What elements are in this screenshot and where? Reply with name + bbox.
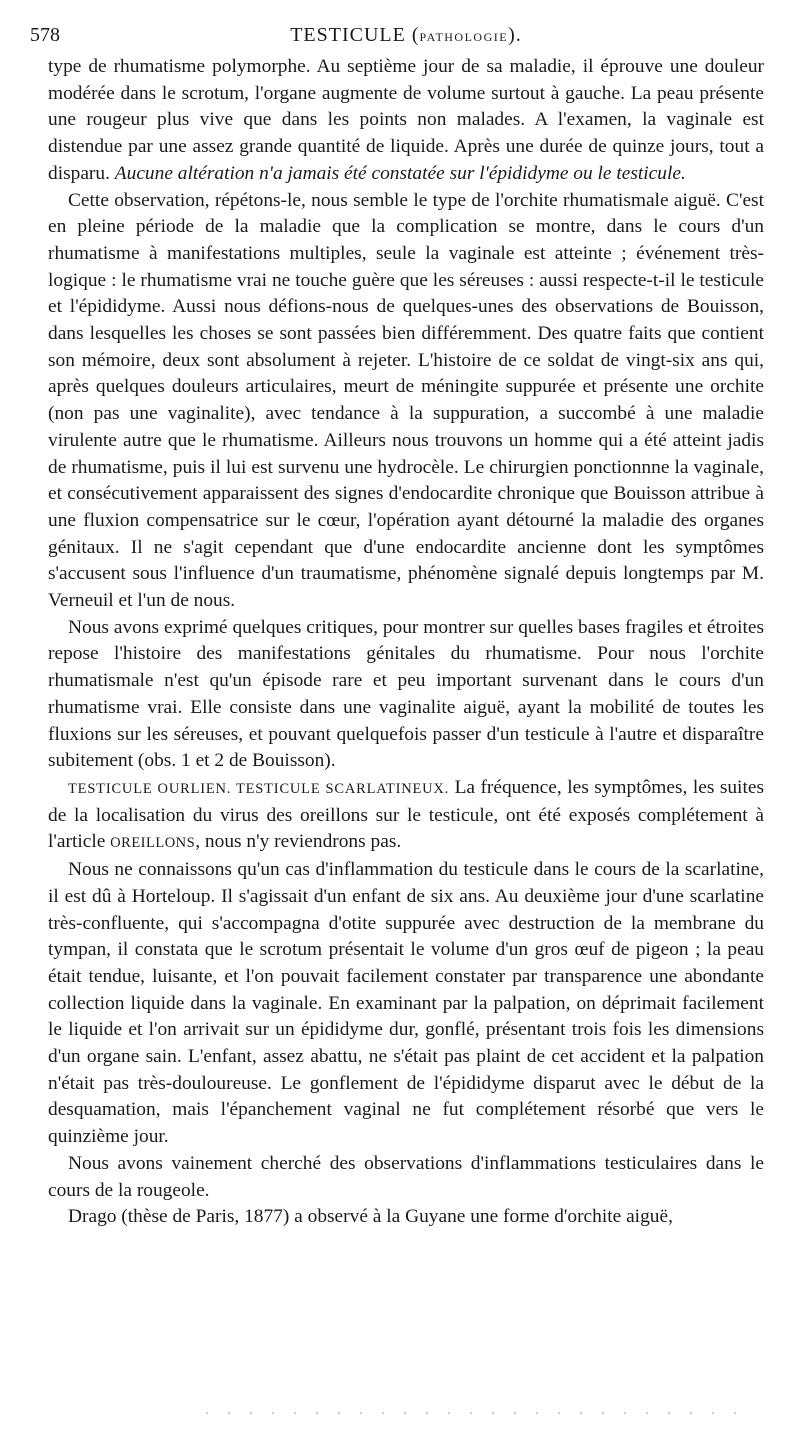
running-title-main: TESTICULE ( [290, 24, 420, 46]
running-header [30, 22, 764, 52]
paragraph-1-text: type de rhumatisme polymorphe. Au septième jour de sa maladie, il éprouve une douleur modérée dans le scrotum, l'organe augmente de volume surtout à gauche. La peau présente une rougeur plus vive que dans les points non malades. A l'examen, la vaginale est distendue par une assez grande quantité de liquide. Après une durée de quinze jours, tout a disparu. [48, 56, 764, 184]
page-number: 578 [30, 24, 60, 46]
page [30, 22, 764, 1231]
paragraph-3: Nous avons exprimé quelques critiques, pour montrer sur quelles bases fragiles et étroites repose l'histoire des manifestations génitales du rhumatisme. Pour nous l'orchite rhumatismale n'est qu'un épisode rare et peu important survenant dans le cours d'un rhumatisme vrai. Elle consiste dans une vaginalite aiguë, ayant la mobilité de toutes les fluxions sur les séreuses, et pouvant quelquefois passer d'un testicule à l'autre et disparaître subitement (obs. 1 et 2 de Bouisson). [48, 616, 764, 772]
running-title [48, 22, 764, 51]
cross-reference: OREILLONS [110, 835, 196, 852]
paragraph-6: Nous avons vainement cherché des observations d'inflammations testiculaires dans le cours de la rougeole. [48, 1152, 764, 1201]
paragraph-1-italic: Aucune altération n'a jamais été constatée sur l'épididyme ou le testicule. [114, 162, 686, 184]
running-title-close: ). [508, 24, 522, 46]
paragraph-2: Cette observation, répétons-le, nous semble le type de l'orchite rhumatismale aiguë. C'est en pleine période de la maladie que la complication se montre, dans le cours d'un rhumatisme à manifestations multiples, seule la vaginale est atteinte ; événement très-logique : le rhumatisme vrai ne touche guère que les séreuses : aussi respecte-t-il le testicule et l'épididyme. Aussi nous défions-nous de quelques-unes des observations de Bouisson, dans lesquelles les choses se sont passées bien différemment. Des quatre faits que contient son mémoire, deux sont absolument à rejeter. L'histoire de ce soldat de vingt-six ans qui, après quelques douleurs articulaires, meurt de méningite suppurée et présente une orchite (non pas une vaginalite), avec tendance à la suppuration, a succombé à une maladie virulente autre que le rhumatisme. Ailleurs nous trouvons un homme qui a été atteint jadis de rhumatisme, puis il lui est survenu une hydrocèle. Le chirurgien ponctionnne la vaginale, et consécutivement apparaissent des signes d'endocardite chronique que Bouisson attribue à une fluxion compensatrice sur le cœur, l'opération ayant détourné la maladie des organes génitaux. Il ne s'agit cependant que d'une endocardite ancienne dont les symptômes s'accusent sous l'influence d'un traumatisme, phénomène signalé depuis longtemps par M. Verneuil et l'un de nous. [48, 189, 764, 612]
paragraph-4-text-a: La fréquence, les symptômes, les suites de la localisation du virus des oreillons sur le testicule, ont été exposés complétement à l'article [48, 776, 764, 853]
paragraph-4 [48, 775, 764, 857]
paragraph-7: Drago (thèse de Paris, 1877) a observé à la Guyane une forme d'orchite aiguë, [68, 1206, 673, 1228]
section-heading: TESTICULE OURLIEN. TESTICULE SCARLATINEUX. [68, 780, 450, 797]
paragraph-1 [48, 54, 764, 188]
paragraph-5: Nous ne connaissons qu'un cas d'inflammation du testicule dans le cours de la scarlatine, il est dû à Horteloup. Il s'agissait d'un enfant de six ans. Au deuxième jour d'une scarlatine très-confluente, qui s'accompagna d'otite suppurée avec destruction de la membrane du tympan, il constata que le scrotum présentait le volume d'un gros œuf de pigeon ; la peau était tendue, luisante, et l'on pouvait facilement constater par transparence une abondante collection liquide dans la vaginale. En examinant par la palpation, on déprimait facilement le liquide et l'on arrivait sur un épididyme dur, gonflé, présentant trois fois les dimensions d'un organe sain. L'enfant, assez abattu, ne s'était pas plaint de cet accident et la palpation n'était pas très-douloureuse. Le gonflement de l'épididyme disparut avec le début de la desquamation, mais l'épanchement vaginal ne fut complétement résorbé que vers le quinzième jour. [48, 859, 764, 1148]
paragraph-4-text-b: , nous n'y reviendrons pas. [195, 831, 402, 853]
running-title-section: PATHOLOGIE [419, 30, 509, 44]
scan-noise [196, 1408, 756, 1422]
